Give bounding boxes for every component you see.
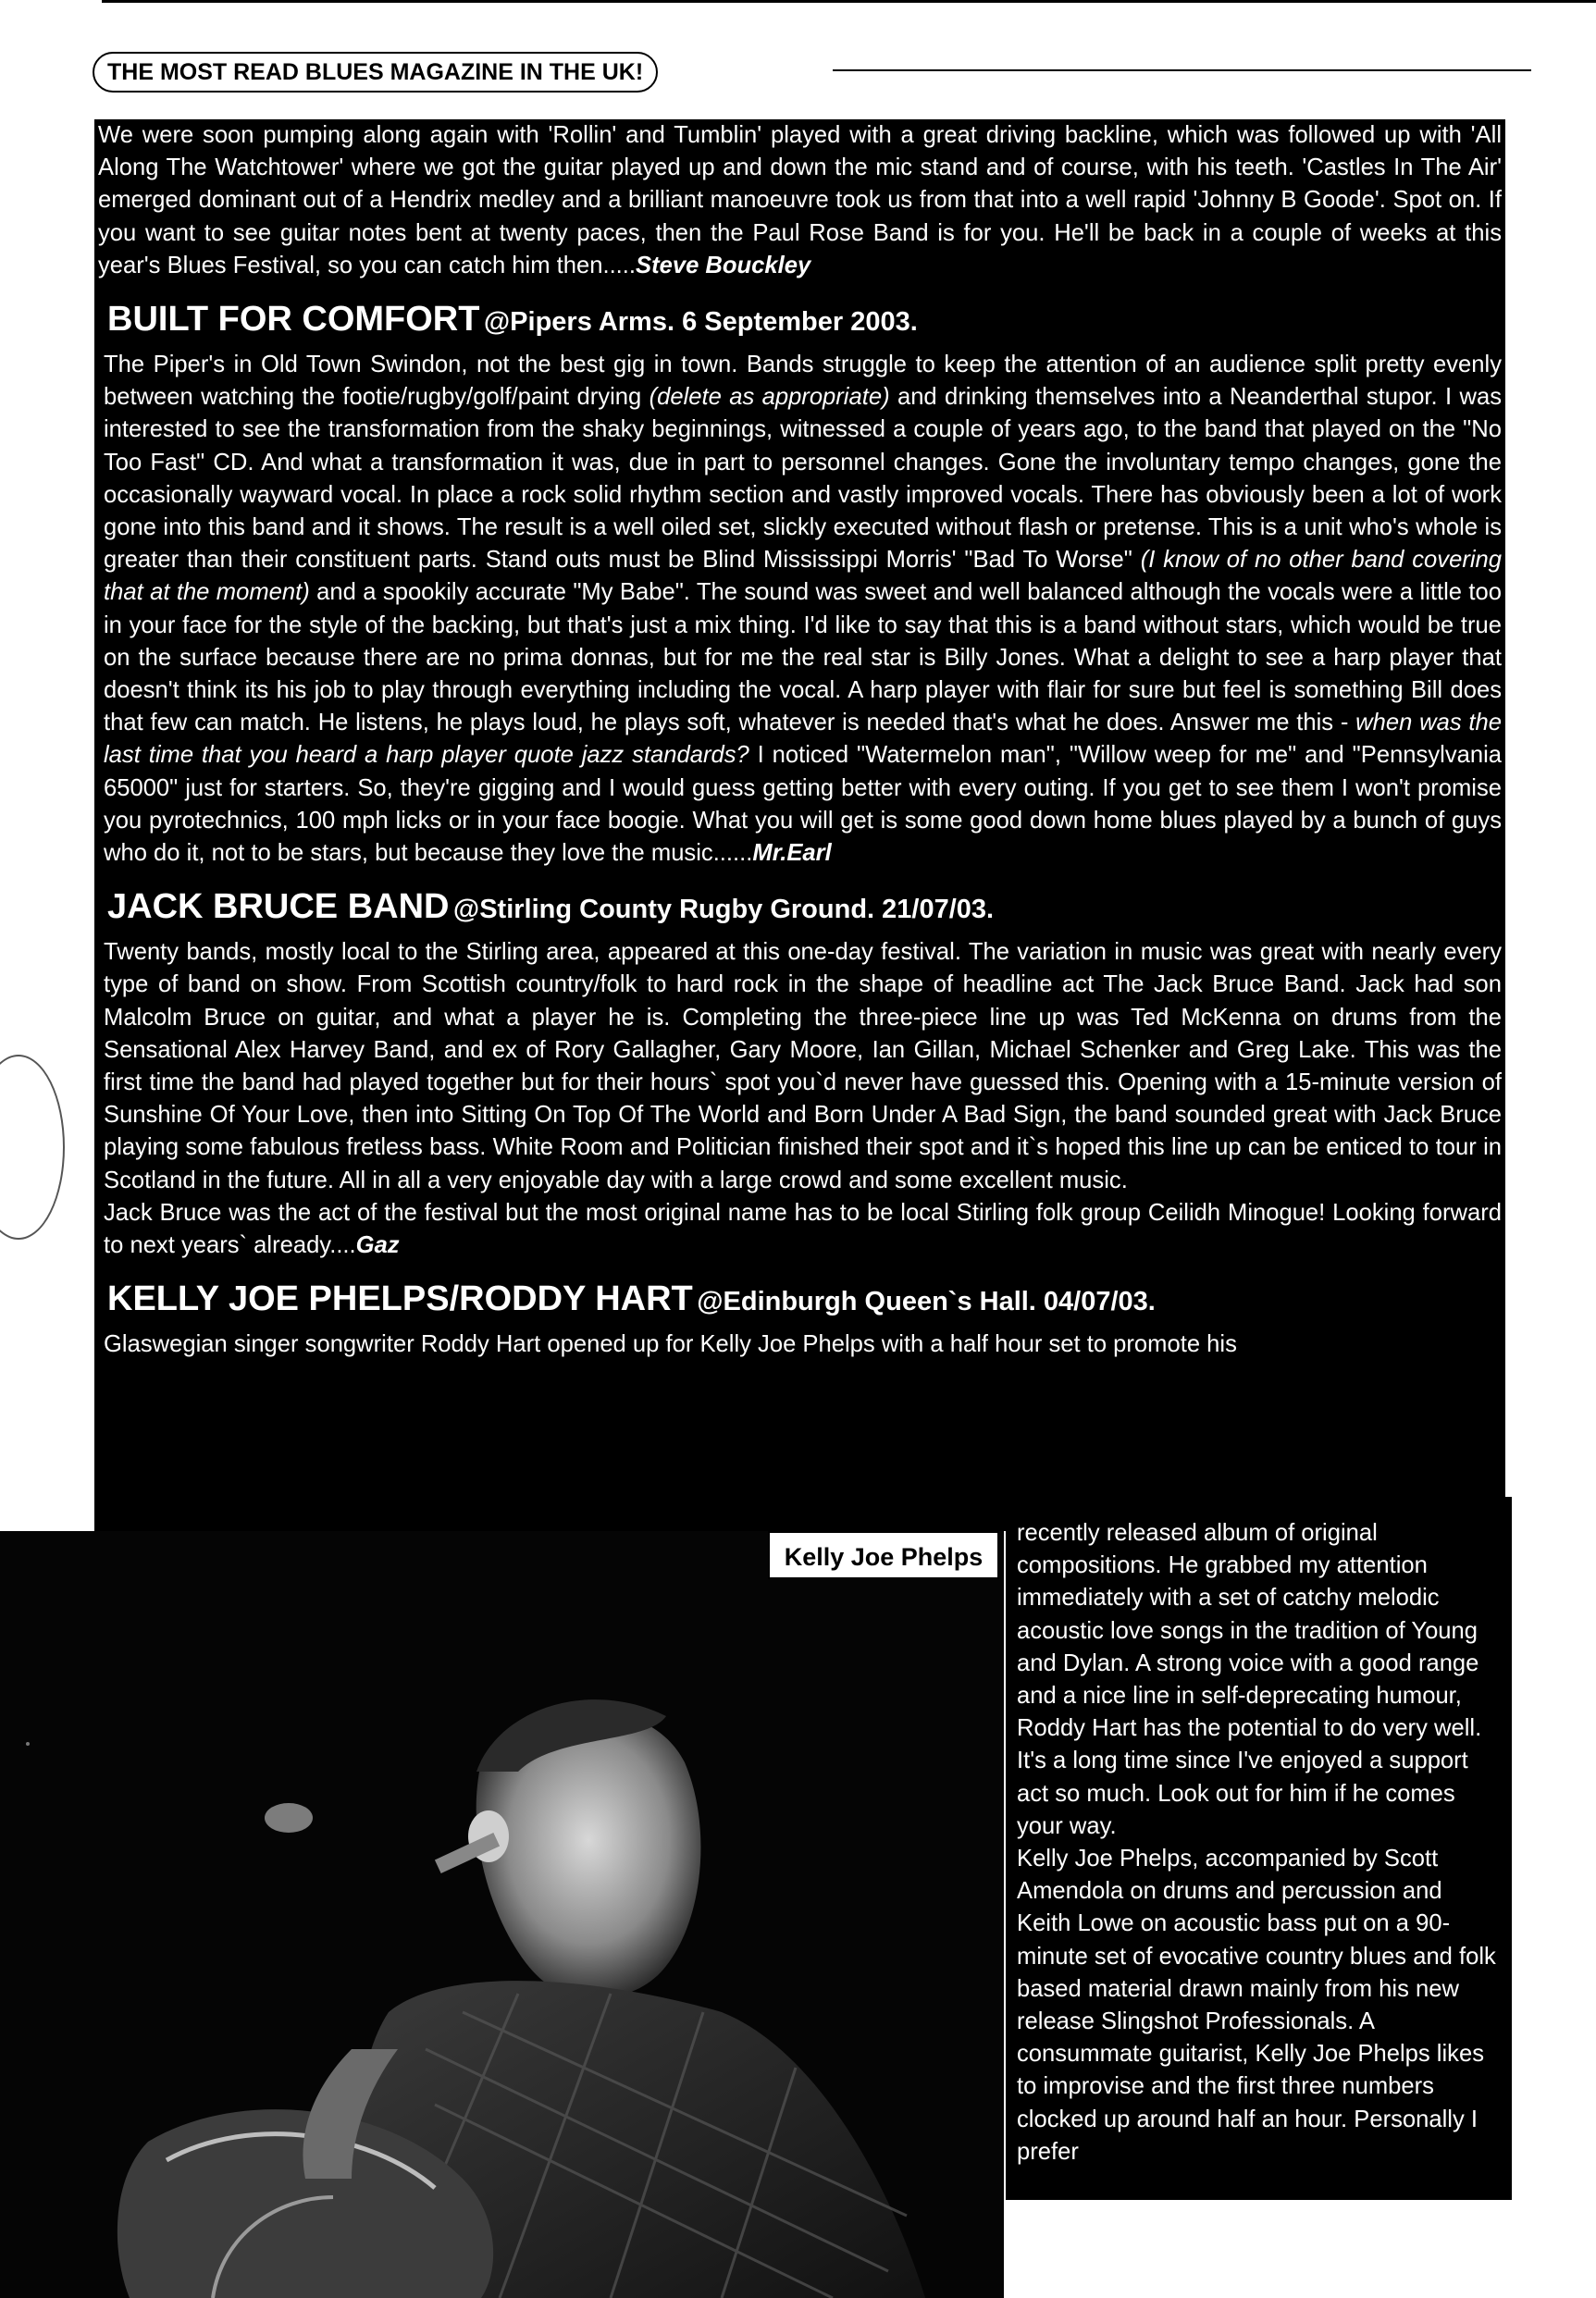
magazine-header xyxy=(93,52,1531,93)
review-kelly-joe-intro: Glaswegian singer songwriter Roddy Hart opened up for Kelly Joe Phelps with a half hour set to promote his xyxy=(104,1331,1237,1358)
review-jack-bruce-closing: Jack Bruce was the act of the festival but the most original name has to be local Stirling folk group Ceilidh Minogue! Looking forward to next years` already....Gaz xyxy=(104,1199,1502,1259)
reviews-panel xyxy=(94,119,1505,1531)
band-name: KELLY JOE PHELPS/RODDY HART xyxy=(107,1279,693,1319)
review-heading-built-for-comfort xyxy=(102,299,1502,347)
top-rule xyxy=(102,0,1596,3)
review-jack-bruce: Twenty bands, mostly local to the Stirling area, appeared at this one-day festival. The variation in music was great with nearly every type of band on show. From Scottish country/folk to hard rock in the shape of headline act The Jack Bruce Band. Jack had son Malcolm Bruce on guitar, and what a player he is. Completing the three-piece line up was Ted McKenna on drums from the Sensational Alex Harvey Band, and ex of Rory Gallagher, Gary Moore, Ian Gillan, Michael Schenker and Greg Lake. This was the first time the band had played together but for their hours` spot you`d never have guessed this. Opening with a 15-minute version of Sunshine Of Your Love, then into Sitting On Top Of The World and Born Under A Bad Sign, the band sounded great with Jack Bruce playing some fabulous fretless bass. White Room and Politician finished their spot and it`s hoped this line up can be enticed to tour in Scotland in the future. All in all a very enjoyable day with a large crowd and some excellent music. xyxy=(104,939,1502,1193)
review-paul-rose: We were soon pumping along again with 'Rollin' and Tumblin' played with a great driving backline, which was followed up with 'All Along The Watchtower' where we got the guitar played up and down the mic stand and of course, with his teeth. 'Castles In The Air' emerged dominant out of a Hendrix medley and a brilliant manoeuvre took us from that into a well rapid 'Johnny B Goode'. Spot on. If you want to see guitar notes bent at twenty paces, then the Paul Rose Band is for you. He'll be back in a couple of weeks at this year's Blues Festival, so you can catch him then.....Steve Bouckley xyxy=(98,122,1502,278)
review-heading-kelly-joe-phelps xyxy=(102,1279,1502,1327)
review-signature: Gaz xyxy=(355,1232,400,1259)
band-name: BUILT FOR COMFORT xyxy=(107,300,480,340)
venue-line: @Edinburgh Queen`s Hall. 04/07/03. xyxy=(697,1287,1156,1317)
binder-hole-mark xyxy=(0,1055,65,1240)
review-kelly-joe-roddy-hart: recently released album of original compositions. He grabbed my attention immediately with a set of catchy melodic acoustic love songs in the tradition of Young and Dylan. A strong voice with a good range and a nice line in self-deprecating humour, Roddy Hart has the potential to do very well. It's a long time since I've enjoyed a support act so much. Look out for him if he comes your way. xyxy=(1017,1520,1482,1839)
review-signature: Mr.Earl xyxy=(752,840,832,867)
review-kelly-joe-column xyxy=(1006,1497,1512,2200)
review-signature: Steve Bouckley xyxy=(636,252,811,278)
kelly-joe-phelps-photo xyxy=(0,1531,1004,2298)
header-title: THE MOST READ BLUES MAGAZINE IN THE UK! xyxy=(93,52,658,93)
review-built-for-comfort: The Piper's in Old Town Swindon, not the best gig in town. Bands struggle to keep the attention of an audience split pretty evenly between watching the footie/rugby/golf/paint drying (delete as appropriate) and drinking themselves into a Neanderthal stupor. I was interested to see the transformation from the shaky beginnings, witnessed a couple of years ago, to the band that played on the "No Too Fast" CD. And what a transformation it was, due in part to personnel changes. Gone the involuntary tempo changes, gone the occasionally wayward vocal. In place a rock solid rhythm section and vastly improved vocals. There has obviously been a lot of work gone into this band and it shows. The result is a well oiled set, slickly executed without flash or pretense. This is a unit who's whole is greater than their constituent parts. Stand outs must be Blind Mississippi Morris' "Bad To Worse" (I know of no other band covering that at the moment) and a spookily accurate "My Babe". The sound was sweet and well balanced although the vocals were a little too in your face for the style of the backing, but that's just a mix thing. I'd like to say that this is a band without stars, which would be true on the surface because there are no prima donnas, but for me the real star is Billy Jones. What a delight to see a harp player that doesn't think its his job to play through everything including the vocal. A harp player with flair for sure but feel is something Bill does that few can match. He listens, he plays loud, he plays soft, whatever is needed that's what he does. Answer me this - when was the last time that you heard a harp player quote jazz standards? I noticed "Watermelon man", "Willow weep for me" and "Pennsylvania 65000" just for starters. So, they're gigging and I would guess getting better with every outing. If you get to see them I won't promise you pyrotechnics, 100 mph licks or in your face boogie. What you will get is some good down home blues played by a bunch of guys who do it, not to be stars, but because they love the music......Mr.Earl xyxy=(104,352,1503,867)
performer-photo-illustration xyxy=(0,1531,1004,2298)
review-kelly-joe-main-set: Kelly Joe Phelps, accompanied by Scott Amendola on drums and percussion and Keith Lowe on acoustic bass put on a 90-minute set of evocative country blues and folk based material drawn mainly from his new release Slingshot Professionals. A consummate guitarist, Kelly Joe Phelps likes to improvise and the first three numbers clocked up around half an hour. Personally I prefer xyxy=(1017,1846,1496,2165)
header-rule xyxy=(833,69,1531,71)
venue-line: @Pipers Arms. 6 September 2003. xyxy=(483,307,918,338)
photo-caption: Kelly Joe Phelps xyxy=(768,1531,999,1579)
venue-line: @Stirling County Rugby Ground. 21/07/03. xyxy=(452,895,995,925)
band-name: JACK BRUCE BAND xyxy=(107,887,450,927)
review-heading-jack-bruce xyxy=(102,886,1502,934)
